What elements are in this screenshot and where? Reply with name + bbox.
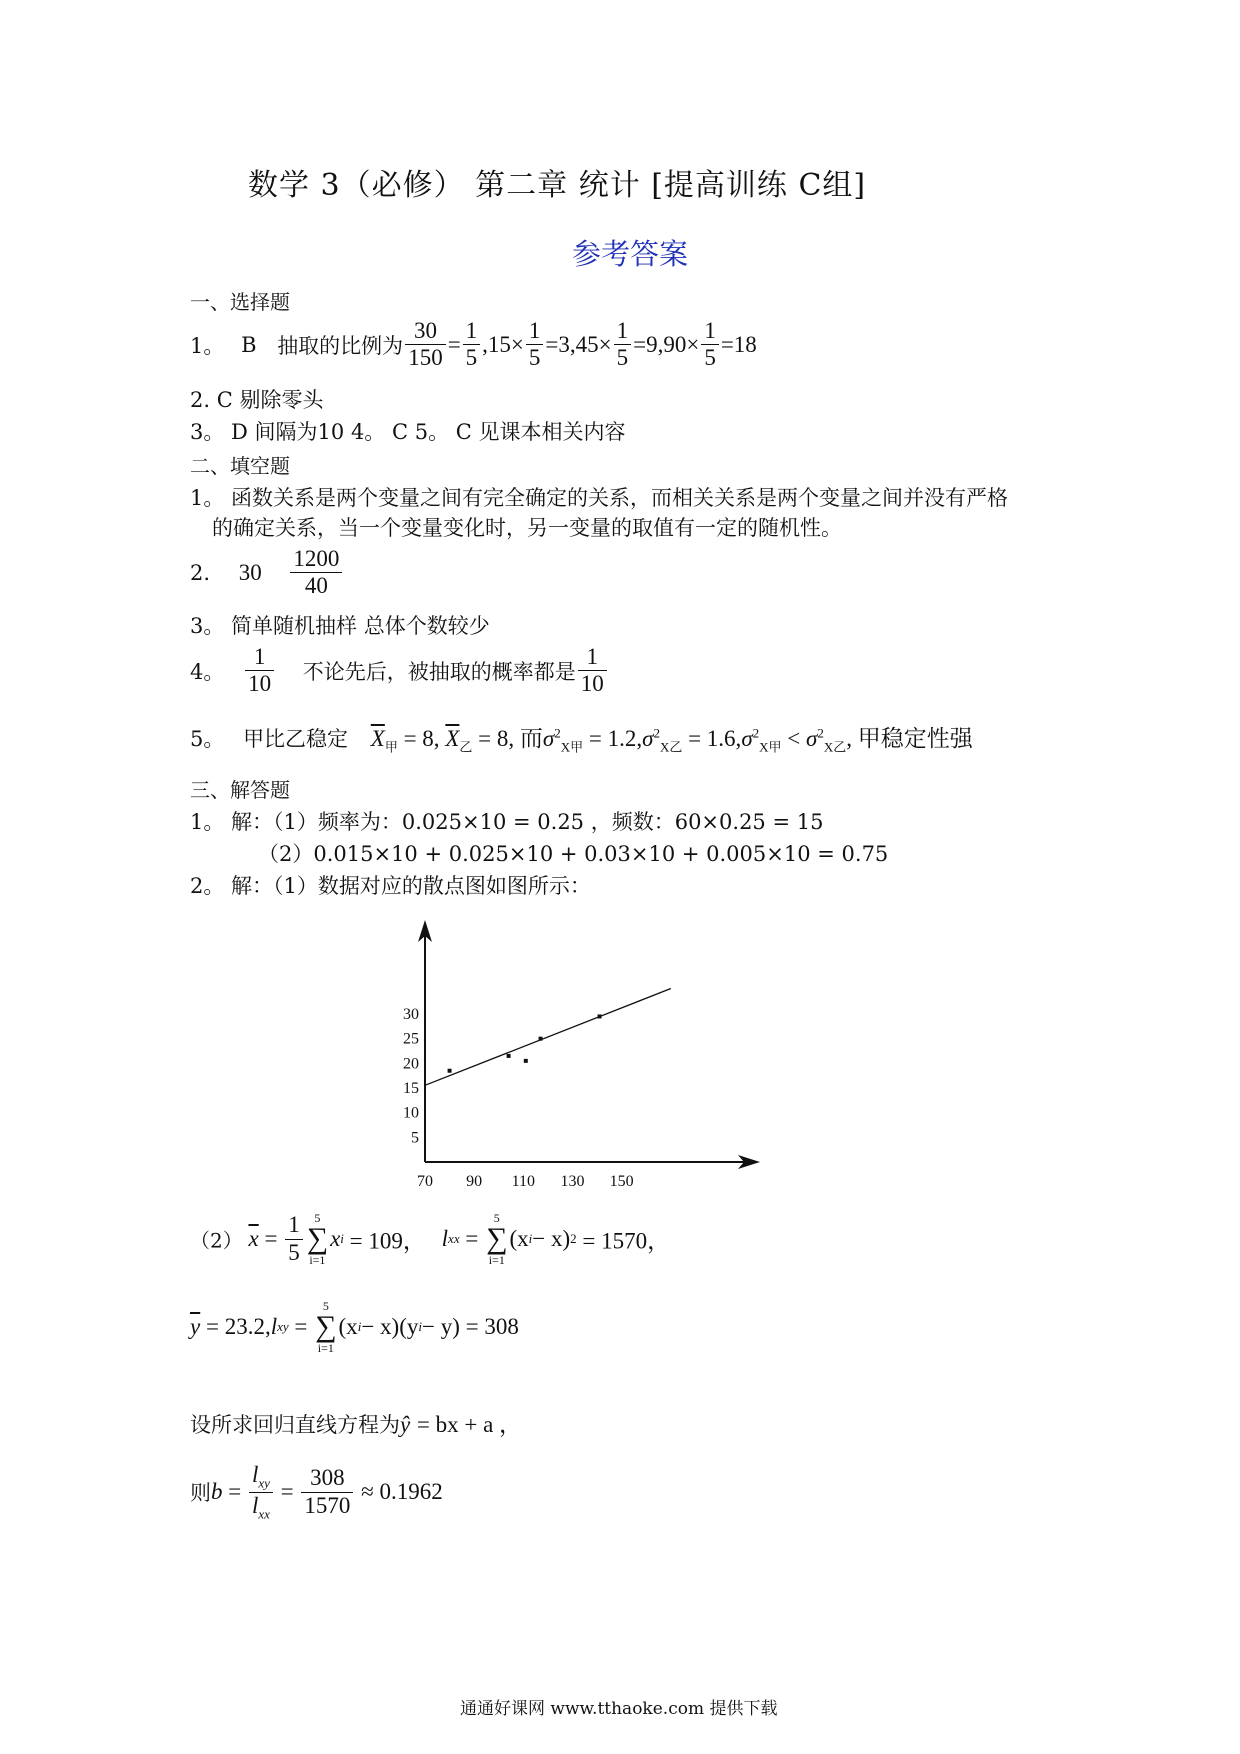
answer-text: 抽取的比例为 bbox=[277, 333, 404, 358]
answer-letter: B bbox=[241, 332, 257, 357]
answer-3-2: 2。 解：（1）数据对应的散点图如图所示： bbox=[190, 874, 591, 898]
regression-setup: 设所求回归直线方程为ŷ = bx + a ， bbox=[190, 1412, 523, 1437]
answer-3-1a: 1。 解：（1）频率为：0.025×10 = 0.25 ，频数：60×0.25 = 15 bbox=[190, 810, 824, 834]
answer-2-4: 4。 $\frac{1}{10}$ 不论先后，被抽取的概率都是 $\frac{1}{10}$ bbox=[190, 644, 609, 698]
data-point bbox=[524, 1059, 528, 1063]
answer-1-2: 2. C 剔除零头 bbox=[190, 388, 324, 412]
fraction: $\frac{1}{5}$ bbox=[463, 318, 481, 372]
sum-symbol: 5 ∑ i=1 bbox=[315, 1299, 337, 1355]
fraction: $\frac{1}{5}$ bbox=[614, 318, 632, 372]
equation-xbar: （2） $\overline{x}$ = $\frac{1}{5}$ 5 ∑ i=1 xi = 109， lxx = 5 ∑ i=1 (xi− x)2 = 1570， bbox=[190, 1211, 671, 1267]
sum-symbol: 5 ∑ i=1 bbox=[486, 1211, 508, 1267]
section-solve-heading: 三、解答题 bbox=[190, 778, 290, 802]
fraction: $\frac{308}{1570}$ bbox=[301, 1465, 353, 1519]
answer-1-1: 1。 B 抽取的比例为 $\frac{30}{150}$ = $\frac{1}{5}$ ,15× $\frac{1}{5}$ =3,45× $\frac{1}{5}$ =9,90× $\frac{1}{5}$ =18 bbox=[190, 318, 757, 371]
y-tick-label: 30 bbox=[403, 1006, 419, 1023]
answer-1-3-5: 3。 D 间隔为10 4。 C 5。 C 见课本相关内容 bbox=[190, 420, 626, 444]
equation-ybar: $\overline{y} = 23.2,lxy$ = 5 ∑ i=1 (xi− x)(yi− y) = 308 bbox=[190, 1299, 519, 1355]
fraction: $\frac{1}{5}$ bbox=[701, 318, 719, 372]
x-tick-label: 130 bbox=[560, 1173, 585, 1190]
sum-symbol: 5 ∑ i=1 bbox=[306, 1211, 329, 1267]
y-tick-label: 20 bbox=[403, 1055, 419, 1073]
answer-2-1b: 的确定关系，当一个变量变化时，另一变量的取值有一定的随机性。 bbox=[212, 516, 842, 540]
y-tick-label: 10 bbox=[403, 1104, 419, 1122]
regression-line bbox=[425, 989, 671, 1086]
answer-2-1a: 1。 函数关系是两个变量之间有完全确定的关系，而相关关系是两个变量之间并没有严格 bbox=[190, 486, 1009, 510]
fraction: $\frac{l_{xy}}{l_{xx}}$ bbox=[249, 1462, 273, 1522]
answer-3-1b: （2）0.015×10 + 0.025×10 + 0.03×10 + 0.005×10 = 0.75 bbox=[258, 842, 889, 866]
scatter-chart bbox=[380, 900, 780, 1200]
x-tick-label: 150 bbox=[609, 1173, 634, 1190]
answer-2-2: 2. 30 $\frac{1200}{40}$ bbox=[190, 546, 344, 600]
y-tick-label: 5 bbox=[411, 1129, 419, 1147]
x-tick-label: 110 bbox=[511, 1173, 536, 1190]
fraction: $\frac{1}{5}$ bbox=[285, 1212, 303, 1266]
page-subtitle: 参考答案 bbox=[572, 237, 689, 271]
data-point bbox=[507, 1054, 511, 1058]
fraction: $\frac{1}{10}$ bbox=[578, 644, 607, 698]
y-tick-label: 25 bbox=[403, 1030, 419, 1048]
y-tick-label: 15 bbox=[403, 1080, 419, 1097]
x-tick-label: 90 bbox=[466, 1173, 483, 1190]
data-point bbox=[598, 1014, 602, 1018]
fraction: $\frac{1}{10}$ bbox=[245, 644, 274, 698]
page-footer: 通通好课网 www.tthaoke.com 提供下载 bbox=[460, 1699, 778, 1719]
data-point bbox=[448, 1069, 452, 1073]
answer-2-5: 5。 甲比乙稳定 $\overline{X}_甲 = 8$, $\overline{X}_乙 = 8$, 而$\sigma^2_{X甲} = 1.2,\sigma^2_{X乙} = 1.6,\sigma^2_{X甲} < \sigma^2_{X乙}$, 甲稳定性强 bbox=[190, 725, 973, 755]
fraction: $\frac{1}{5}$ bbox=[526, 318, 544, 372]
section-choice-heading: 一、选择题 bbox=[190, 290, 290, 314]
equation-b: 则b = $\frac{l_{xy}}{l_{xx}}$ = $\frac{308}{1570}$ ≈ 0.1962 bbox=[190, 1462, 443, 1522]
data-point bbox=[539, 1037, 543, 1041]
answer-num: 1。 bbox=[190, 333, 225, 358]
section-fill-heading: 二、填空题 bbox=[190, 454, 290, 478]
answer-2-3: 3。 简单随机抽样 总体个数较少 bbox=[190, 614, 490, 638]
fraction: $\frac{30}{150}$ bbox=[405, 318, 446, 372]
fraction: $\frac{1200}{40}$ bbox=[290, 546, 342, 600]
page-title: 数学 3（必修） 第二章 统计 [提高训练 C组] bbox=[248, 168, 867, 203]
x-tick-label: 70 bbox=[417, 1173, 433, 1190]
